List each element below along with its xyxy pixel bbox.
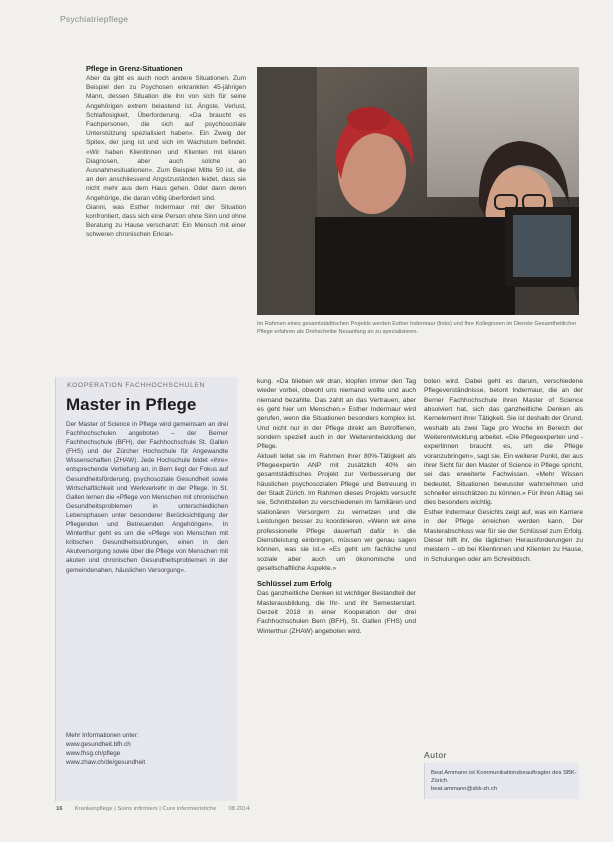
photo-nurses-at-computer <box>257 67 579 315</box>
author-heading: Autor <box>424 750 448 760</box>
intro-text <box>86 64 246 348</box>
sidebar-title: Master in Pflege <box>66 395 197 414</box>
sidebar-body <box>66 420 228 575</box>
link-zhaw[interactable]: www.zhaw.ch/de/gesundheit <box>66 759 146 767</box>
article-subheading: Schlüssel zum Erfolg <box>257 579 332 589</box>
journal-name: Krankenpflege | Soins infirmiers | Cure infermieristiche <box>74 806 217 812</box>
sidebar-paragraph: Der Master of Science in Pflege wird gemeinsam an drei Fachhochschulen angeboten – der Berner Fachhochschule (BFH), der Fachhochschule St. Gallen (FHS) und der Zürcher Hochschule für Angewandte Wissenschaften (ZHAW). Jede Hochschule bildet «ihre» entsprechende Vertiefung an, in Bern liegt der Fokus auf Gesundheitsförderung, psychosoziale Gesundheit sowie Wirtschaftlichkeit und Werkverkehr in der Pflege. In St. Gallen lernen die «Pflege von Menschen mit chronischen Gesundheitsproblemen in unterschiedlichen Lebensphasen unter besonderer Berücksichtigung der Pflegenden und Betreuenden Angehörigen». In Winterthur geht es um die «Pflege von Menschen mit kritischen Gesundheitsstörungen, einen in den Akutversorgung sowie über die Pflege von Menschen mit akuten und chronischen Gesundheitsproblemen in der gemeindenahen, häuslichen Versorgung». <box>66 421 228 574</box>
col2-paragraph-2: Aktuell leitet sie im Rahmen ihrer 80%-Tätigkeit als Pflegeexpertin ANP mit zusätzlich 40% ein gesamtstädtisches Projekt zur Verbesserung der häuslichen psychosozialen Pflege und Betreuung in der Stadt Zürich. Im Rahmen dieses Projekts versucht sie, Schnittstellen zu verschiedenen im familiären und stationären Versorgern zu vernetzen und die Leistungen besser zu koordinieren. «Wenn wir eine professionelle Pflege dauerhaft dafür in die Dienstleistung einbringen, müssen wir genau sagen können, was sie ist.» «Es geht um fachliche und soziale aber auch um ökonomische und gesellschaftliche Aspekte.» <box>257 452 416 572</box>
link-fhsg[interactable]: www.fhsg.ch/pflege <box>66 750 121 758</box>
col3-paragraph-2: Esther Indermaur Gesichts zeigt auf, was ein Karriere in der Pflege erreichen werden kann. Der Masterabschluss war für sie der Schlüssel zum Erfolg. Dieser hilft ihr, die täglichen Herausforderungen zu meistern – ob bei Klientinnen und Klienten zu Hause, in Schulungen oder am Schreibtisch. <box>424 508 583 563</box>
photo-caption: Im Rahmen eines gesamtstädtischen Projekts werden Esther Indermaur (links) und Ihre Kolleginnen im Dienste Gesamtheitlicher Pflege erfahren als Drehscheibe Neuanfang an zu spezialisieren. <box>257 321 577 335</box>
article-column-3 <box>424 377 583 717</box>
intro-paragraph-1: Aber da gibt es auch noch andere Situationen. Zum Beispiel den zu Psychosen erkrankten 45-jährigen Mann, dessen Situation die ihn von sich für seine Angehörigen extrem belastend ist. Ängste, Verlust, Schlaflosigkeit, Überforderung. «Da braucht es Fachpersonen, die sich auf psychosoziale Unterstützung spezialisiert haben». Ein Zweig der Spitex, der jung ist und sich im Wachstum befindet. «Wir haben Klientinnen und Klienten mit klaren Diagnosen, aber auch solche an Ausnahmesituationen». Zum Beispiel Mitte 50 ist, die an den anschliessend Angstzuständen leidet, dass sie nicht mehr aus dem Haus gehen. Oder dann deren Angehörige, die daran völlig überfordert sind. <box>86 75 246 202</box>
link-bfh[interactable]: www.gesundheit.bfh.ch <box>66 741 131 749</box>
author-box <box>424 763 579 799</box>
sidebar-links <box>66 731 228 767</box>
page-footer <box>56 806 586 812</box>
intro-heading: Pflege in Grenz-Situationen <box>86 64 183 73</box>
photo-illustration <box>257 67 579 315</box>
issue-number: 08 2014 <box>228 806 250 812</box>
col3-paragraph-1: boten wird. Dabei geht es darum, verschiedene Pflegeverständnisse, betont Indermaur, die an der Berner Fachhochschule ihren Master of Science absolviert hat, sich das ganzheitliche Denken als Kernelement ihrer Tätigkeit. Sie ist deshalb der Grund, weshalb als zwei Tage pro Woche im Bereich der Weiterentwicklung arbeitet. «Die Pflegeexperten und -expertinnen braucht es, um die Pflege voranzubringen», sagt sie. Ein weiterer Punkt, der aus ihrer Sicht für den Master of Science in Pflege spricht, sei das erweiterte Fachwissen. «Mehr Wissen bedeutet, Situationen bewusster wahrnehmen und schneller einschätzen zu können.» Für ihren Alltag sei dies besonders wichtig. <box>424 378 583 507</box>
intro-paragraph-2: Gianni, was Esther Indermaur mit der Situation konfrontiert, dass sich eine Person ohne Sinn und ohne Beratung zu Hause verschanzt: Ein Mensch mit einer schweren chronischen Erkran- <box>86 203 246 239</box>
article-column-2 <box>257 377 416 832</box>
author-bio: Beat Ammann ist Kommunikationsbeauftragter des SBK-Zürich. <box>431 770 577 784</box>
section-runner: Psychiatriepflege <box>60 14 129 24</box>
links-intro: Mehr Informationen unter: <box>66 732 139 739</box>
sidebar-kicker: KOOPERATION FACHHOCHSCHULEN <box>67 382 206 389</box>
author-email[interactable]: beat.ammann@sbk-zh.ch <box>431 786 498 792</box>
col2-paragraph-1: kung. «Da blieben wir dran, klopfen immer den Tag wieder vorbei, obwohl uns niemand wollte und auch niemand bezahlte. Das zahlt an das Vertrauen, aber es geht hier um Menschen.» Esther Indermaur wird gerufen, wenn die Situationen besonders komplex ist. Und nicht nur in der Pflege direkt am Betroffenen, sondern speziell auch in der Weiterentwicklung der Pflege. <box>257 378 416 451</box>
col2-paragraph-3: Das ganzheitliche Denken ist wichtiger Bestandteil der Masterausbildung, die Ihr- und ihr Semesterstart. Derzeit 2018 in einer Kooperation der drei Fachhochschulen Bern (BFH), St. Gallen (FHS) und Winterthur (ZHAW) angeboten wird. <box>257 590 416 635</box>
page-number: 16 <box>56 806 63 812</box>
